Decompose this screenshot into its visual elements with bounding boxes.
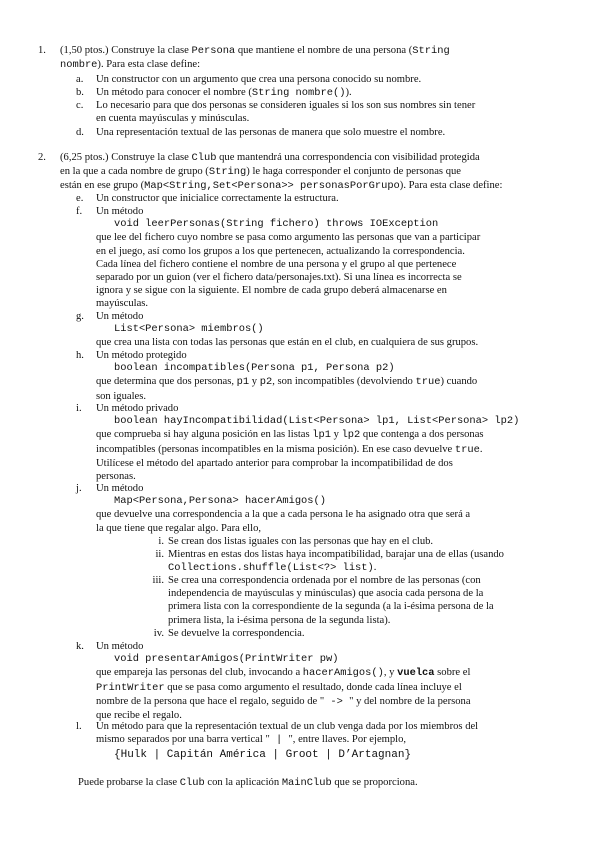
step-label: ii. — [155, 549, 164, 560]
code: | — [269, 734, 289, 747]
question-1 — [38, 44, 545, 72]
item-text: que crea una lista con todas las personas que están en el club, en cualquiera de sus grupos. — [96, 337, 479, 349]
code: true — [454, 443, 480, 456]
code: -> — [324, 695, 350, 708]
item-label: c. — [76, 100, 84, 111]
code: PrintWriter — [96, 681, 165, 694]
text: (6,25 ptos.) Construye la clase — [60, 152, 192, 163]
q2-item-e — [76, 192, 544, 205]
item-label: k. — [76, 641, 84, 652]
text: que comprueba si hay alguna posición en las listas — [96, 429, 313, 441]
step-text: Se crean dos listas iguales con las personas que hay en el club. — [168, 536, 434, 547]
item-text: ignora y se sigue con la siguiente. El nombre de cada grupo deberá almacenarse en — [96, 285, 447, 297]
text: ) cuando — [440, 376, 478, 388]
text: incompatibles (personas incompatibles en la misma posición). En ese caso devuelve — [96, 443, 455, 455]
item-text: Un método — [96, 483, 144, 494]
method-signature: boolean incompatibles(Persona p1, Persona p2) — [114, 362, 395, 375]
text: Puede probarse la clase — [78, 777, 180, 788]
code: true — [415, 376, 441, 389]
question-number: 2. — [38, 152, 46, 163]
method-signature: List<Persona> miembros() — [114, 323, 264, 336]
text: que mantendrá una correspondencia con visibilidad protegida — [216, 152, 480, 163]
item-text: la que tiene que regalar algo. Para ello, — [96, 522, 262, 534]
code: p1 — [236, 376, 250, 389]
text: mismo separados por una barra vertical " — [96, 734, 270, 746]
step-text: primera lista, la i-ésima persona de la segunda lista). — [168, 614, 391, 626]
step-label: i. — [158, 536, 164, 547]
type-name: String — [208, 166, 247, 179]
item-text: que lee del fichero cuyo nombre se pasa como argumento las personas que van a participar — [96, 232, 481, 244]
field-name: nombre — [60, 59, 98, 72]
item-text: que devuelve una correspondencia a la que a cada persona le ha asignado otra que será a — [96, 509, 471, 521]
q2-item-f — [76, 205, 544, 311]
item-text: Un método protegido — [96, 350, 187, 361]
item-text: separado por un guion (ver el fichero data/personajes.txt). Si una línea es incorrecta se — [96, 272, 462, 284]
item-label: l. — [76, 721, 82, 732]
text: con la aplicación — [204, 777, 282, 788]
class-name: Persona — [191, 45, 236, 57]
step-text: Mientras en estas dos listas haya incompatibilidad, barajar una de ellas (usando — [168, 549, 504, 560]
text: ). Para esta clase define: — [399, 180, 503, 192]
text: que mantiene el nombre de una persona ( — [235, 45, 413, 56]
text: ). Para esta clase define: — [97, 59, 201, 71]
q2-step-iii — [152, 574, 544, 627]
class-name: Club — [179, 777, 205, 789]
text: " y del nombre de la persona — [349, 695, 471, 707]
example-output: {Hulk | Capitán América | Groot | D’Artagnan} — [114, 749, 412, 762]
item-label: i. — [76, 403, 82, 414]
code: hacerAmigos() — [302, 667, 384, 680]
text: están en ese grupo ( — [60, 180, 145, 192]
q1-item-c — [76, 99, 544, 125]
item-text: Un constructor con un argumento que crea una persona conocido su nombre. — [96, 74, 422, 85]
item-text: que recibe el regalo. — [96, 710, 182, 722]
item-text: Utilícese el método del apartado anterior para comprobar la incompatibilidad de dos — [96, 457, 453, 469]
item-text: Lo necesario para que dos personas se consideren iguales si los son sus nombres sin tener — [96, 100, 476, 111]
class-name: Club — [191, 152, 217, 164]
method-signature: void leerPersonas(String fichero) throws IOException — [114, 218, 439, 231]
item-label: g. — [76, 311, 84, 322]
step-text: independencia de mayúsculas y minúsculas) que asocia cada persona de la — [168, 588, 484, 600]
item-label: j. — [76, 483, 82, 494]
text: que contenga a dos personas — [360, 429, 484, 441]
item-text: Un método privado — [96, 403, 179, 414]
item-text: en el juego, así como los grupos a los que pertenecen, actualizando la correspondencia. — [96, 245, 465, 257]
item-text: Un constructor que inicialice correctamente la estructura. — [96, 193, 339, 204]
code: Map<String,Set<Persona>> personasPorGrupo — [144, 180, 400, 193]
code: p2 — [259, 376, 273, 389]
text: sobre el — [434, 667, 471, 679]
text: , son incompatibles (devolviendo — [272, 376, 416, 388]
code: lp1 — [312, 429, 331, 442]
text: y — [249, 376, 260, 388]
item-label: h. — [76, 350, 84, 361]
q1-item-a — [76, 73, 544, 86]
step-text: primera lista con la correspondiente de la segunda (a la i-ésima persona de la — [168, 601, 494, 613]
item-text: Un método — [96, 311, 144, 322]
text: nombre de la persona que hace el regalo, seguido de " — [96, 695, 325, 707]
item-label: b. — [76, 87, 84, 98]
q2-item-j — [76, 482, 544, 535]
step-text: Se devuelve la correspondencia. — [168, 628, 305, 639]
text: y — [330, 429, 342, 441]
text: que se pasa como argumento el resultado, donde cada línea incluye el — [164, 681, 462, 693]
item-text: Un método — [96, 206, 144, 217]
code: String nombre() — [251, 87, 346, 99]
text: que se proporciona. — [331, 777, 418, 788]
q2-step-ii — [155, 548, 544, 575]
method-signature: boolean hayIncompatibilidad(List<Persona> lp1, List<Persona> lp2) — [114, 415, 520, 428]
item-label: e. — [76, 193, 84, 204]
type-name: String — [412, 45, 450, 57]
code: lp2 — [341, 429, 361, 442]
text: que empareja las personas del club, invocando a — [96, 667, 303, 679]
text: en la que a cada nombre de grupo ( — [60, 166, 209, 178]
step-label: iii. — [152, 575, 164, 586]
item-text: Un método — [96, 641, 144, 652]
code: Collections.shuffle(List<?> list) — [168, 562, 374, 575]
text: (1,50 ptos.) Construye la clase — [60, 45, 192, 56]
step-text: Se crea una correspondencia ordenada por el nombre de las personas (con — [168, 575, 481, 586]
q2-item-g — [76, 310, 544, 350]
question-2 — [38, 151, 545, 194]
method-signature: void presentarAmigos(PrintWriter pw) — [114, 653, 339, 666]
class-name: MainClub — [281, 777, 332, 789]
text: que determina que dos personas, — [96, 376, 237, 388]
item-label: f. — [76, 206, 83, 217]
step-label: iv. — [153, 628, 164, 639]
q2-item-h — [76, 349, 544, 403]
item-text: personas. — [96, 471, 136, 483]
item-text: mayúsculas. — [96, 298, 149, 310]
item-text: Un método para conocer el nombre ( — [96, 87, 252, 98]
q2-step-i — [158, 535, 544, 548]
q2-step-iv — [153, 627, 544, 640]
method-signature: Map<Persona,Persona> hacerAmigos() — [114, 495, 327, 508]
item-text: son iguales. — [96, 390, 147, 402]
item-text: en cuenta mayúsculas y minúsculas. — [96, 113, 250, 125]
question-number: 1. — [38, 45, 46, 56]
step-text: . — [373, 562, 377, 574]
q2-item-i — [76, 402, 544, 483]
item-text: ). — [345, 87, 352, 98]
footer-note — [78, 776, 418, 790]
q2-item-k — [76, 640, 544, 722]
item-text: Cada línea del fichero contiene el nombre de una persona y el grupo al que pertenece — [96, 258, 457, 270]
q1-item-d — [76, 126, 544, 139]
code: vuelca — [397, 667, 435, 680]
q2-item-l — [76, 720, 544, 763]
text: ) le haga corresponder el conjunto de personas que — [246, 166, 462, 178]
text: , y — [383, 667, 398, 679]
item-text: Una representación textual de las personas de manera que solo muestre el nombre. — [96, 127, 446, 138]
text: ", entre llaves. Por ejemplo, — [288, 734, 407, 746]
text: . — [479, 443, 483, 455]
item-label: d. — [76, 127, 84, 138]
item-text: Un método para que la representación textual de un club venga dada por los miembros del — [96, 721, 479, 732]
item-label: a. — [76, 74, 84, 85]
